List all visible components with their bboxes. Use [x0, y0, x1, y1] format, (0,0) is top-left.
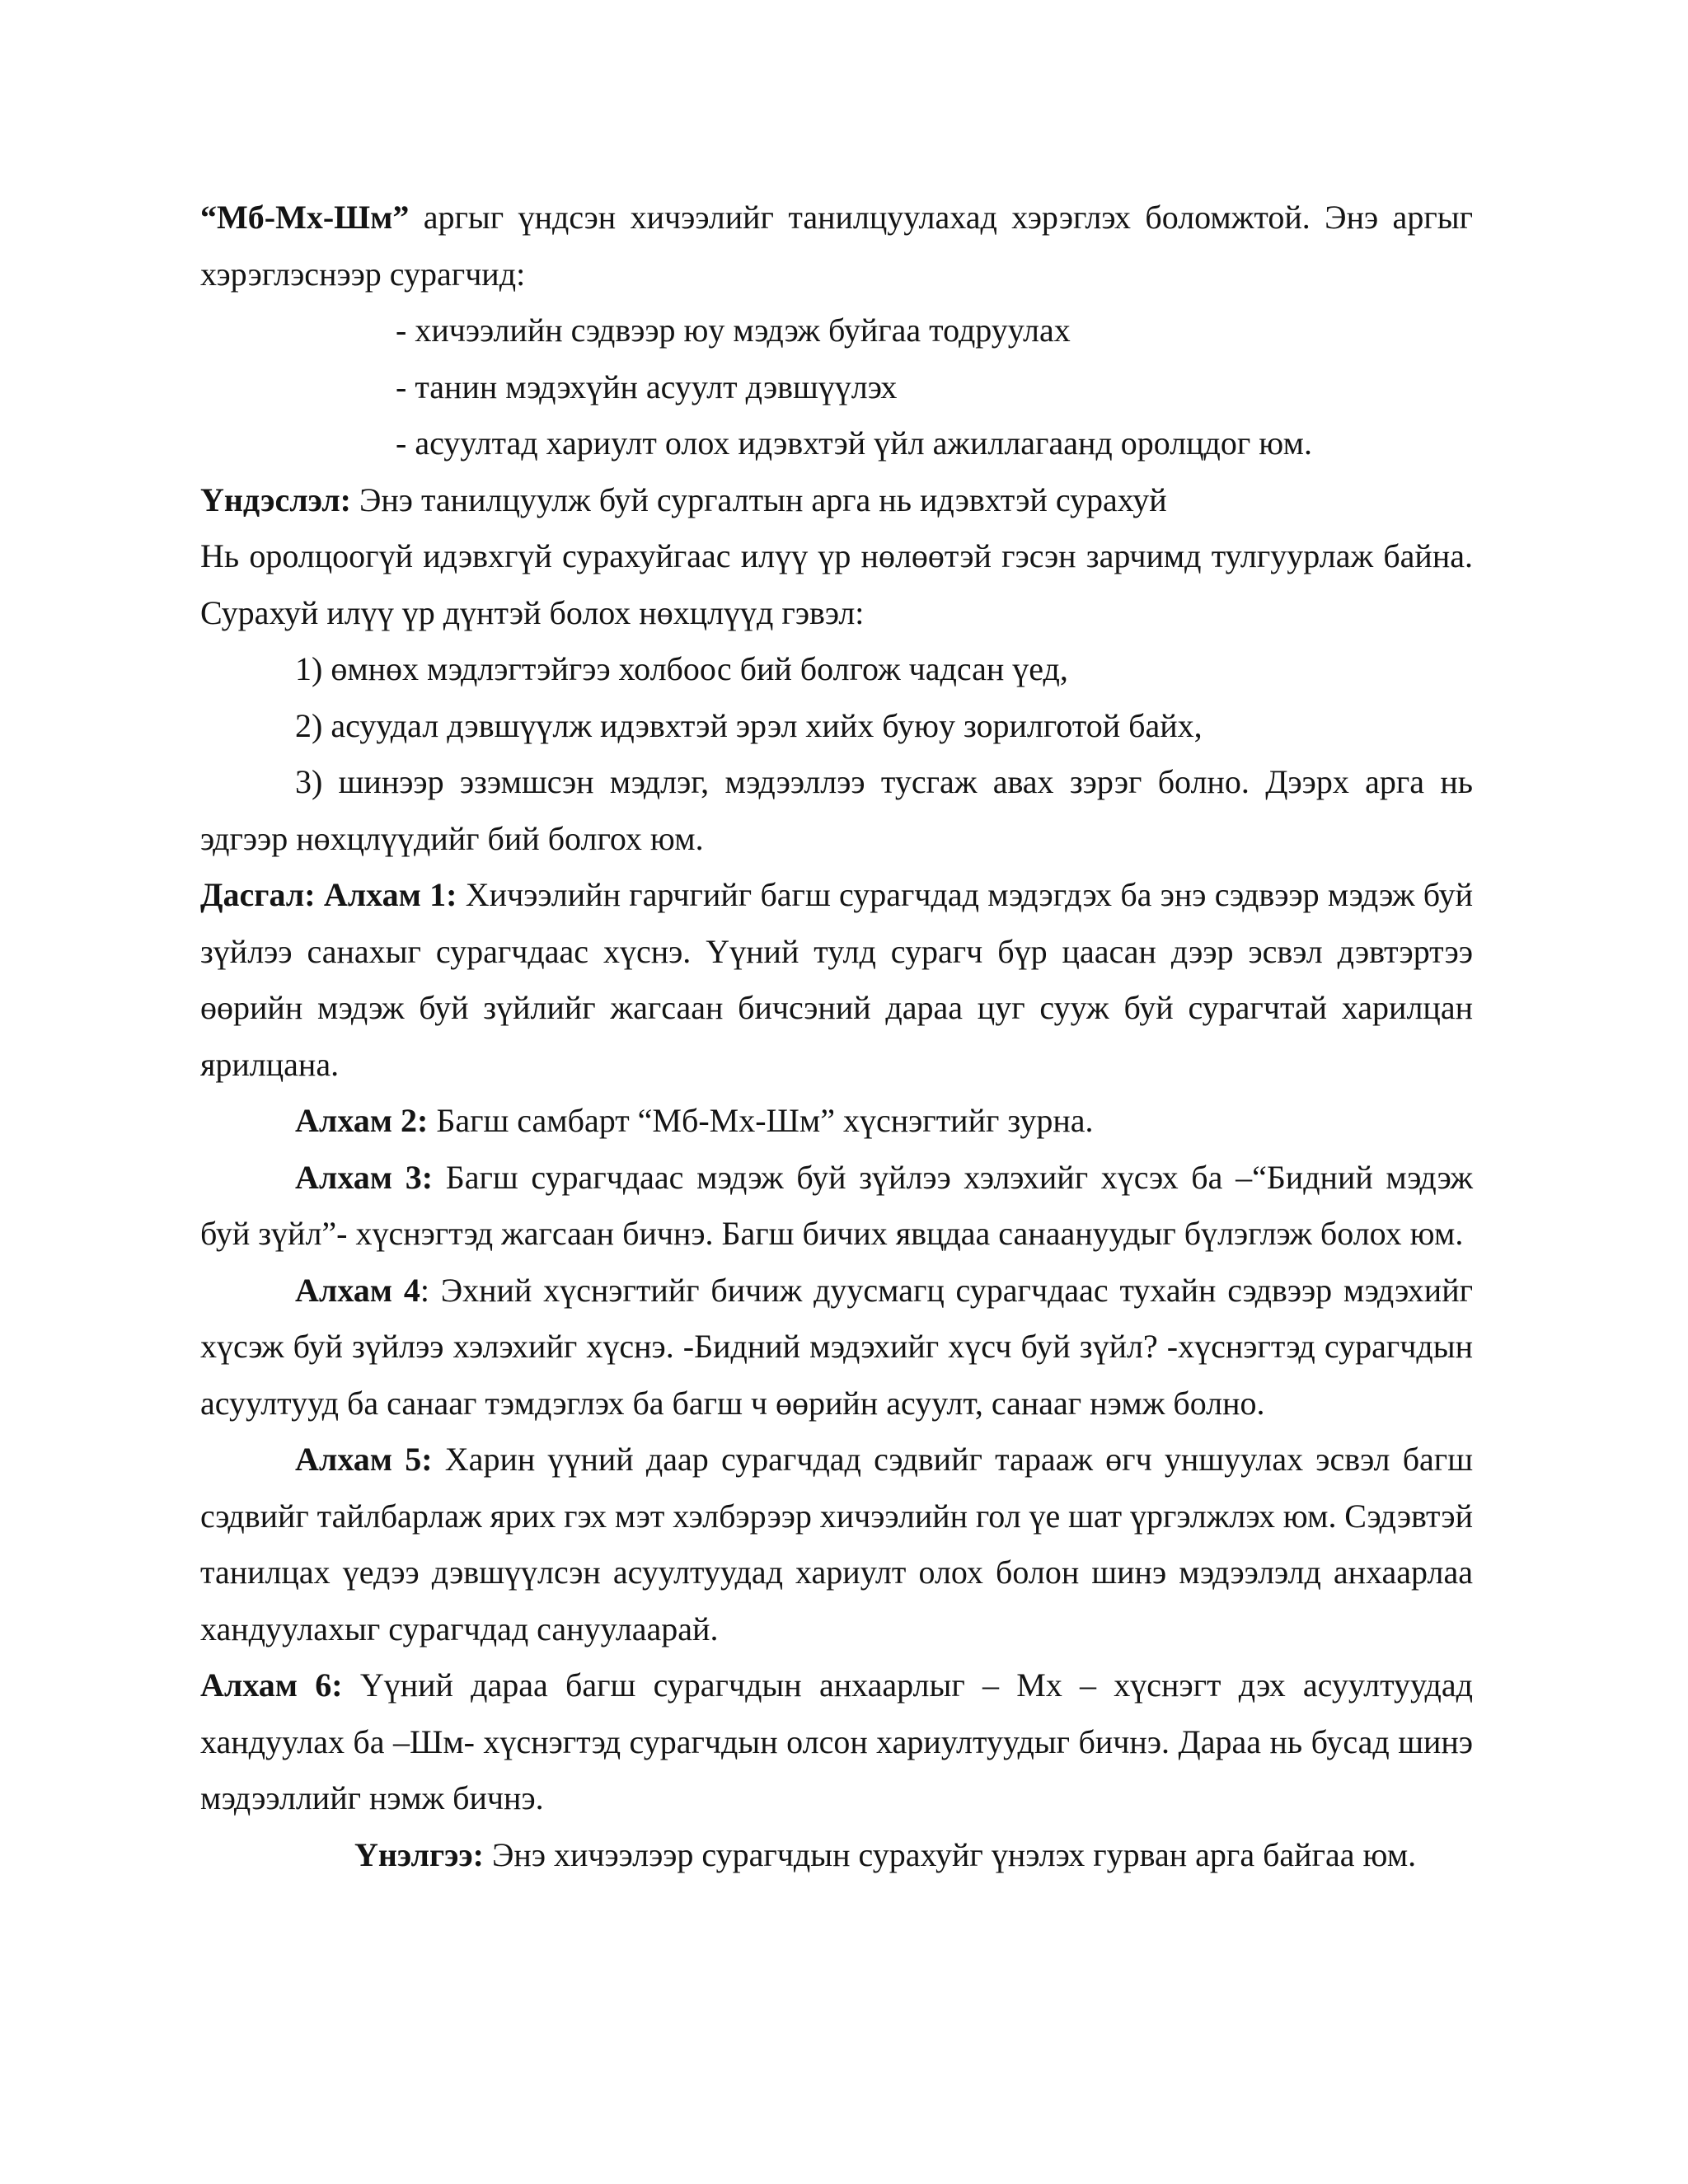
- document-body: [200, 190, 1473, 1883]
- outcome-text: - танин мэдэхүйн асуулт дэвшүүлэх: [396, 368, 898, 405]
- assessment-line: [200, 1827, 1473, 1884]
- assessment-label: Үнэлгээ:: [354, 1835, 484, 1873]
- intro-line: [200, 190, 1473, 246]
- rationale-text: Сурахуй илүү үр дүнтэй болох нөхцлүүд гэвэл:: [200, 593, 865, 631]
- step-2-text: Багш самбарт “Мб-Мх-Шм” хүснэгтийг зурна.: [436, 1102, 1094, 1139]
- rationale-line: [200, 585, 1473, 642]
- rationale-text: Энэ танилцуулж буй сургалтын арга нь идэвхтэй сурахуй: [359, 480, 1167, 518]
- intro-text: хэрэглэснээр сурагчид:: [200, 255, 526, 293]
- intro-text: аргыг үндсэн хичээлийг танилцуулахад хэрэглэх боломжтой. Энэ аргыг: [423, 199, 1474, 236]
- step-5-label: Алхам 5:: [295, 1441, 433, 1478]
- step-5-line: [200, 1432, 1473, 1488]
- step-3-line: [200, 1206, 1473, 1263]
- step-6-line: [200, 1770, 1473, 1827]
- assessment-text: Энэ хичээлээр сурагчдын сурахуйг үнэлэх гурван арга байгаа юм.: [492, 1835, 1417, 1873]
- step-6-text: Үүний дараа багш сурагчдын анхаарлыг – Мх – хүснэгт дэх асуултуудад: [359, 1666, 1473, 1704]
- step-1-line: [200, 980, 1473, 1037]
- step-2-line: [200, 1093, 1473, 1150]
- condition-item: [200, 811, 1473, 868]
- intro-line: [200, 246, 1473, 303]
- step-5-text: хандуулахыг сурагчдад сануулаарай.: [200, 1610, 719, 1647]
- step-4-text: хүсэж буй зүйлээ хэлэхийг хүснэ. -Бидний мэдэхийг хүсч буй зүйл? -хүснэгтэд сурагчдын: [200, 1328, 1473, 1365]
- step-1-text: зүйлээ санахыг сурагчдаас хүснэ. Үүний тулд сурагч бүр цаасан дээр эсвэл дэвтэртээ: [200, 932, 1473, 970]
- condition-text: 1) өмнөх мэдлэгтэйгээ холбоос бий болгож чадсан үед,: [295, 650, 1068, 687]
- step-5-text: Харин үүний даар сурагчдад сэдвийг тарааж өгч уншуулах эсвэл багш: [444, 1441, 1474, 1478]
- method-term: “Мб-Мх-Шм”: [200, 199, 410, 236]
- outcome-item: [200, 359, 1473, 416]
- rationale-label: Үндэслэл:: [200, 480, 351, 518]
- rationale-text: Нь оролцоогүй идэвхгүй сурахуйгаас илүү үр нөлөөтэй гэсэн зарчимд тулгуурлаж байна.: [200, 537, 1473, 574]
- step-1-line: [200, 867, 1473, 924]
- condition-text: 2) асуудал дэвшүүлж идэвхтэй эрэл хийх буюу зорилготой байх,: [295, 706, 1203, 744]
- step-1-text: Хичээлийн гарчгийг багш сурагчдад мэдэгдэх ба энэ сэдвээр мэдэж буй: [465, 876, 1474, 913]
- outcome-item: [200, 415, 1473, 472]
- step-5-line: [200, 1488, 1473, 1545]
- condition-text: 3) шинээр эзэмшсэн мэдлэг, мэдээллээ тусгаж авах зэрэг болно. Дээрх арга нь: [295, 763, 1473, 800]
- step-3-line: [200, 1150, 1473, 1207]
- step-5-line: [200, 1601, 1473, 1658]
- step-5-text: танилцах үедээ дэвшүүлсэн асуултуудад хариулт олох болон шинэ мэдээлэлд анхаарлаа: [200, 1554, 1473, 1591]
- step-1-label: Алхам 1:: [323, 876, 457, 913]
- outcome-text: - хичээлийн сэдвээр юу мэдэж буйгаа тодруулах: [396, 312, 1071, 349]
- step-1-line: [200, 924, 1473, 981]
- step-4-text: : Эхний хүснэгтийг бичиж дуусмагц сурагчдаас тухайн сэдвээр мэдэхийг: [420, 1271, 1474, 1309]
- condition-text: эдгээр нөхцлүүдийг бий болгох юм.: [200, 819, 704, 857]
- step-6-text: хандуулах ба –Шм- хүснэгтэд сурагчдын олсон хариултуудыг бичнэ. Дараа нь бусад шинэ: [200, 1722, 1473, 1760]
- step-6-text: мэдээллийг нэмж бичнэ.: [200, 1779, 544, 1816]
- condition-item: [200, 698, 1473, 755]
- step-4-line: [200, 1263, 1473, 1319]
- step-4-label: Алхам 4: [295, 1271, 420, 1309]
- step-4-line: [200, 1376, 1473, 1432]
- exercise-label: Дасгал:: [200, 876, 316, 913]
- step-6-line: [200, 1714, 1473, 1771]
- step-5-text: сэдвийг тайлбарлаж ярих гэх мэт хэлбэрээр хичээлийн гол үе шат үргэлжлэх юм. Сэдэвтэй: [200, 1497, 1473, 1535]
- step-1-line: [200, 1037, 1473, 1094]
- condition-item: [200, 754, 1473, 811]
- step-3-label: Алхам 3:: [295, 1158, 434, 1196]
- outcome-text: - асуултад хариулт олох идэвхтэй үйл ажиллагаанд оролцдог юм.: [396, 424, 1312, 462]
- step-1-text: өөрийн мэдэж буй зүйлийг жагсаан бичсэний дараа цуг сууж буй сурагчтай харилцан: [200, 989, 1473, 1026]
- outcome-item: [200, 302, 1473, 359]
- step-5-line: [200, 1544, 1473, 1601]
- step-2-label: Алхам 2:: [295, 1102, 429, 1139]
- step-3-text: буй зүйл”- хүснэгтэд жагсаан бичнэ. Багш бичих явцдаа санаануудыг бүлэглэж болох юм.: [200, 1215, 1464, 1252]
- step-4-text: асуултууд ба санааг тэмдэглэх ба багш ч өөрийн асуулт, санааг нэмж болно.: [200, 1384, 1265, 1422]
- step-1-text: ярилцана.: [200, 1045, 340, 1083]
- step-6-line: [200, 1657, 1473, 1714]
- rationale-line: [200, 528, 1473, 585]
- rationale-line: [200, 472, 1473, 529]
- step-3-text: Багш сурагчдаас мэдэж буй зүйлээ хэлэхийг хүсэх ба –“Бидний мэдэж: [445, 1158, 1474, 1196]
- condition-item: [200, 641, 1473, 698]
- step-6-label: Алхам 6:: [200, 1666, 343, 1704]
- step-4-line: [200, 1319, 1473, 1376]
